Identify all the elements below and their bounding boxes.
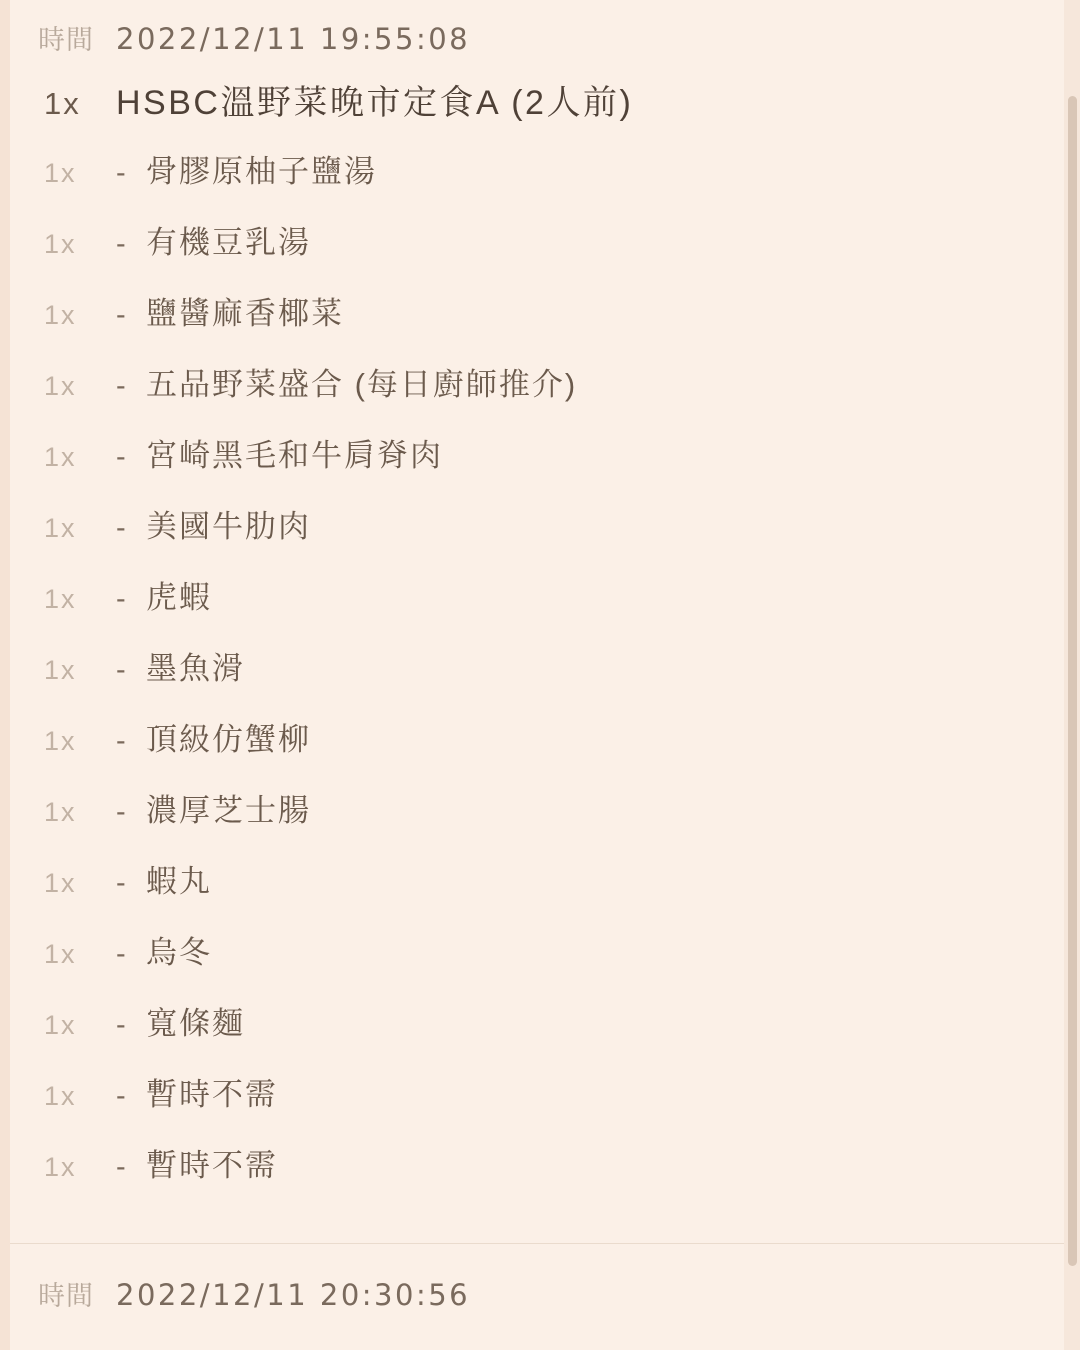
sub-item-name: 五品野菜盛合 (每日廚師推介) — [146, 367, 578, 402]
order-sub-item-row[interactable] — [10, 643, 1064, 714]
order-sub-item-row[interactable] — [10, 785, 1064, 856]
sub-item-dash: - — [116, 654, 126, 686]
order-sub-item-row[interactable] — [10, 430, 1064, 501]
sub-item-name: 寬條麵 — [146, 1006, 245, 1041]
sub-item-quantity: 1x — [44, 1081, 77, 1111]
sub-item-dash: - — [116, 583, 126, 615]
sub-item-name: 濃厚芝士腸 — [146, 793, 311, 828]
sub-item-dash: - — [116, 796, 126, 828]
order-sub-item-row[interactable] — [10, 1140, 1064, 1211]
sub-item-dash: - — [116, 1009, 126, 1041]
order-end-time-row — [10, 1243, 1064, 1325]
sub-item-dash: - — [116, 938, 126, 970]
sub-item-name: 骨膠原柚子鹽湯 — [146, 154, 377, 189]
sub-item-quantity: 1x — [44, 371, 77, 401]
order-sub-item-row[interactable] — [10, 288, 1064, 359]
list-bottom-spacer — [10, 1211, 1064, 1229]
sub-item-name: 宮崎黑毛和牛肩脊肉 — [146, 438, 443, 473]
sub-item-name: 暫時不需 — [146, 1077, 278, 1112]
sub-item-dash: - — [116, 1151, 126, 1183]
sub-item-dash: - — [116, 441, 126, 473]
sub-item-dash: - — [116, 370, 126, 402]
sub-item-name: 美國牛肋肉 — [146, 509, 311, 544]
start-time-label: 時間 — [38, 25, 94, 55]
sub-item-quantity: 1x — [44, 584, 77, 614]
sub-item-quantity: 1x — [44, 726, 77, 756]
end-time-label: 時間 — [38, 1281, 94, 1311]
sub-item-name: 烏冬 — [146, 935, 212, 970]
sub-item-name: 頂級仿蟹柳 — [146, 722, 311, 757]
left-accent-strip — [0, 0, 10, 1350]
order-content — [10, 0, 1064, 1350]
sub-item-name: 有機豆乳湯 — [146, 225, 311, 260]
start-time-value: 2022/12/11 19:55:08 — [116, 22, 471, 56]
sub-item-dash: - — [116, 299, 126, 331]
sub-item-name: 鹽醬麻香椰菜 — [146, 296, 344, 331]
sub-item-quantity: 1x — [44, 513, 77, 543]
order-sub-item-row[interactable] — [10, 501, 1064, 572]
sub-item-name: 虎蝦 — [146, 580, 212, 615]
sub-item-name: 暫時不需 — [146, 1148, 278, 1183]
scrollbar-thumb[interactable] — [1068, 96, 1077, 1266]
sub-item-dash: - — [116, 1080, 126, 1112]
order-start-time-row — [10, 0, 1064, 69]
sub-item-quantity: 1x — [44, 158, 77, 188]
sub-item-quantity: 1x — [44, 868, 77, 898]
vertical-scrollbar[interactable] — [1064, 0, 1080, 1350]
end-time-value: 2022/12/11 20:30:56 — [116, 1278, 471, 1312]
sub-item-quantity: 1x — [44, 1010, 77, 1040]
sub-item-dash: - — [116, 157, 126, 189]
order-sub-item-row[interactable] — [10, 146, 1064, 217]
sub-item-name: 墨魚滑 — [146, 651, 245, 686]
order-sub-item-row[interactable] — [10, 714, 1064, 785]
sub-item-quantity: 1x — [44, 442, 77, 472]
order-sub-item-row[interactable] — [10, 998, 1064, 1069]
order-sub-item-row[interactable] — [10, 1069, 1064, 1140]
main-item-quantity: 1x — [44, 86, 81, 121]
sub-item-dash: - — [116, 228, 126, 260]
sub-item-name: 蝦丸 — [146, 864, 212, 899]
order-item-list — [10, 75, 1064, 1211]
main-item-name: HSBC溫野菜晚市定食A (2人前) — [116, 84, 634, 122]
sub-item-quantity: 1x — [44, 655, 77, 685]
sub-item-quantity: 1x — [44, 939, 77, 969]
order-sub-item-row[interactable] — [10, 217, 1064, 288]
order-sub-item-row[interactable] — [10, 927, 1064, 998]
sub-item-dash: - — [116, 725, 126, 757]
order-sub-item-row[interactable] — [10, 856, 1064, 927]
sub-item-quantity: 1x — [44, 229, 77, 259]
order-main-item-row[interactable] — [10, 75, 1064, 146]
sub-item-dash: - — [116, 867, 126, 899]
order-sub-item-row[interactable] — [10, 359, 1064, 430]
sub-item-dash: - — [116, 512, 126, 544]
sub-item-quantity: 1x — [44, 300, 77, 330]
sub-item-quantity: 1x — [44, 797, 77, 827]
order-sub-item-row[interactable] — [10, 572, 1064, 643]
sub-item-quantity: 1x — [44, 1152, 77, 1182]
